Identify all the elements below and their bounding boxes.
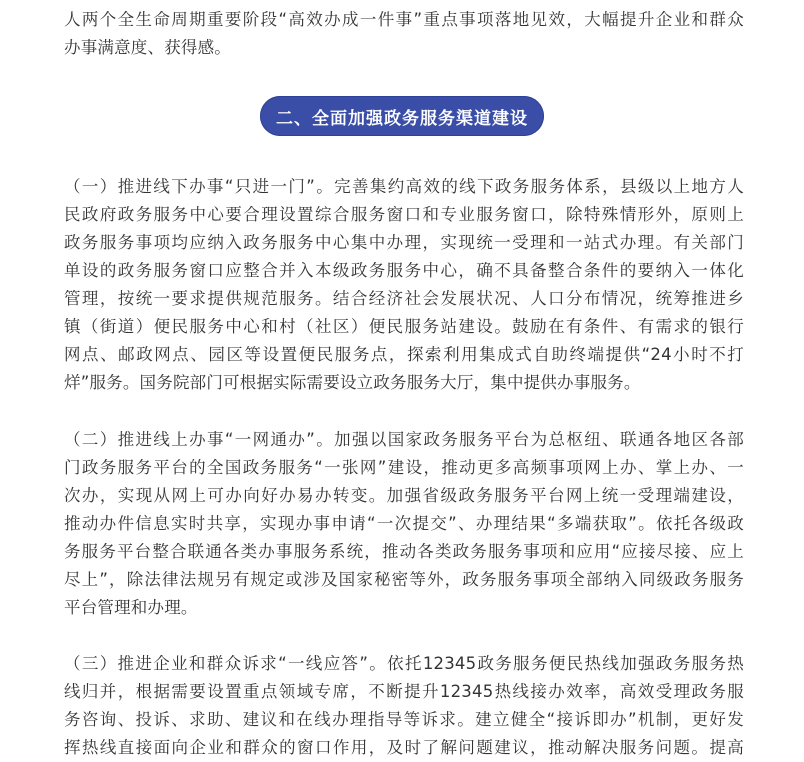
paragraph-1-line: 烊”服务。国务院部门可根据实际需要设立政务服务大厅，集中提供办事服务。 xyxy=(64,373,641,392)
section-heading: 二、全面加强政务服务渠道建设 xyxy=(260,96,544,136)
paragraph-1-line: （一）推进线下办事“只进一门”。完善集约高效的线下政务服务体系，县级以上地方人 xyxy=(64,177,744,196)
paragraph-3-line: （三）推进企业和群众诉求“一线应答”。依托12345政务服务便民热线加强政务服务热 xyxy=(64,654,744,673)
paragraph-3-line: 挥热线直接面向企业和群众的窗口作用，及时了解问题建议，推动解决服务问题。提高 xyxy=(64,738,744,757)
paragraph-1-line: 民政府政务服务中心要合理设置综合服务窗口和专业服务窗口，除特殊情形外，原则上 xyxy=(64,205,744,224)
paragraph-1-line: 政务服务事项均应纳入政务服务中心集中办理，实现统一受理和一站式办理。有关部门 xyxy=(64,233,744,252)
paragraph-2-line: 门政务服务平台的全国政务服务“一张网”建设，推动更多高频事项网上办、掌上办、一 xyxy=(64,458,744,477)
paragraph-3-line: 务咨询、投诉、求助、建议和在线办理指导等诉求。建立健全“接诉即办”机制，更好发 xyxy=(64,710,744,729)
paragraph-2-line: 推动办件信息实时共享，实现办事申请“一次提交”、办理结果“多端获取”。依托各级政 xyxy=(64,514,744,533)
paragraph-2-line: 平台管理和办理。 xyxy=(64,598,198,617)
paragraph-1-line: 单设的政务服务窗口应整合并入本级政务服务中心，确不具备整合条件的要纳入一体化 xyxy=(64,261,744,280)
paragraph-2-line: （二）推进线上办事“一网通办”。加强以国家政务服务平台为总枢纽、联通各地区各部 xyxy=(64,430,744,449)
paragraph-1-line: 管理，按统一要求提供规范服务。结合经济社会发展状况、人口分布情况，统筹推进乡 xyxy=(64,289,744,308)
paragraph-3-line: 线归并，根据需要设置重点领域专席，不断提升12345热线接办效率，高效受理政务服 xyxy=(64,682,744,701)
paragraph-2-line: 务服务平台整合联通各类办事服务系统，推动各类政务服务事项和应用“应接尽接、应上 xyxy=(64,542,744,561)
section-heading-wrap xyxy=(0,94,804,138)
paragraph-2-line: 次办，实现从网上可办向好办易办转变。加强省级政务服务平台网上统一受理端建设， xyxy=(64,486,744,505)
paragraph-1-line: 网点、邮政网点、园区等设置便民服务点，探索利用集成式自助终端提供“24小时不打 xyxy=(64,345,744,364)
paragraph-2-line: 尽上”，除法律法规另有规定或涉及国家秘密等外，政务服务事项全部纳入同级政务服务 xyxy=(64,570,744,589)
intro-line: 办事满意度、获得感。 xyxy=(64,38,231,57)
intro-line: 人两个全生命周期重要阶段“高效办成一件事”重点事项落地见效，大幅提升企业和群众 xyxy=(64,10,744,29)
paragraph-1-line: 镇（街道）便民服务中心和村（社区）便民服务站建设。鼓励在有条件、有需求的银行 xyxy=(64,317,744,336)
